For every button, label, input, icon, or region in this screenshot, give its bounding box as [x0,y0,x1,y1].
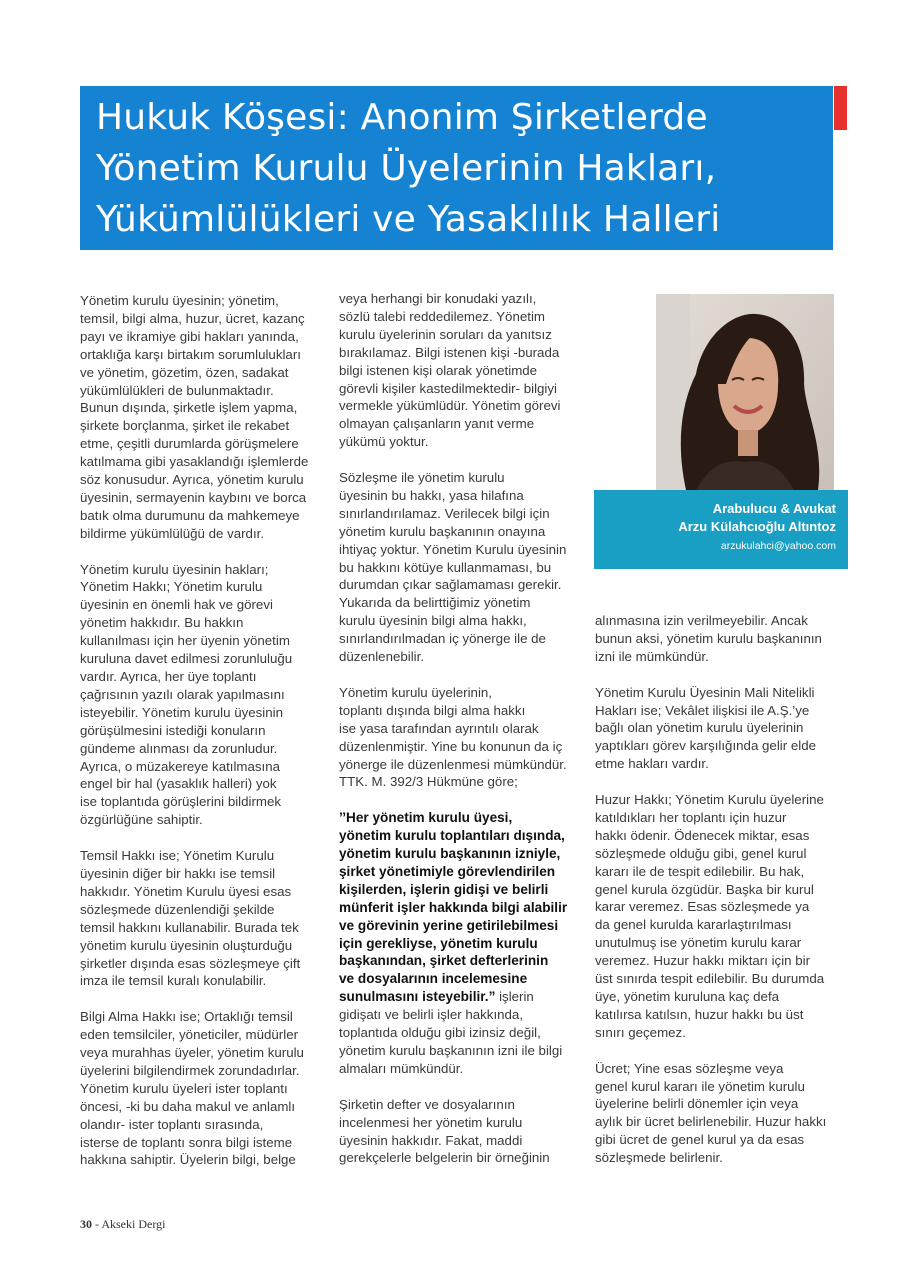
text-line: etme hakları vardır. [595,756,709,772]
text-line: Huzur Hakkı; Yönetim Kurulu üyelerine [595,792,824,808]
paragraph [80,292,308,543]
text-line: engel bir hal (yasaklık halleri) yok [80,776,277,792]
text-line: kararı ile de tespit edilebilir. Bu hak, [595,863,805,879]
text-line: payı ve ikramiye gibi hakları yanında, [80,328,299,344]
text-line: bunun aksi, yönetim kurulu başkanının [595,630,822,646]
paragraph [80,1008,308,1169]
text-line: ve görevinin yerine getirilebilmesi [339,917,559,933]
text-line: yükümü yoktur. [339,434,429,450]
paragraph [595,791,826,1042]
paragraph [595,612,826,666]
text-line: bildirme yükümlülüğü de vardır. [80,525,265,541]
text-line: üst sınırda tespit edilebilir. Bu durumda [595,971,825,987]
author-email: arzukulahci@yahoo.com [720,540,836,552]
text-line: hakkına sahiptir. Üyelerin bilgi, belge [80,1152,296,1168]
text-line: çağrısının yazılı olarak yapılmasını [80,686,285,702]
text-line: aylık bir ücret belirlenebilir. Huzur hakkı [595,1114,827,1130]
quote-last-line [339,988,567,1006]
publication-name: Akseki Dergi [101,1217,166,1231]
text-line: veremez. Huzur hakkı miktarı için bir [595,953,811,969]
quote-last: sunulmasını isteyebilir.” [339,989,496,1005]
text-column-2 [339,290,567,1167]
text-line: eden temsilciler, yöneticiler, müdürler [80,1027,299,1043]
text-line: temsil hakkını kullanabilir. Burada tek [80,919,299,935]
paragraph [339,684,567,791]
text-line: ortaklığa karşı birtakım sorumlulukları [80,346,301,362]
text-line: bırakılamaz. Bilgi istenen kişi -burada [339,344,560,360]
text-line: Yönetim kurulu üyeleri ister toplantı [80,1080,288,1096]
text-line: almaları mümkündür. [339,1060,464,1076]
text-line: unutulmuş ise yönetim kurulu karar [595,935,802,951]
page-footer [80,1217,165,1232]
text-line: etme, çeşitli durumlarda görüşmelere [80,436,299,452]
after-quote-text [339,1006,567,1078]
paragraph [80,847,308,990]
text-line: sözleşmede belirlenir. [595,1150,723,1166]
text-line: şirket yönetimiyle görevlendirilen [339,863,556,879]
text-line: düzenlenebilir. [339,649,425,665]
text-line: Temsil Hakkı ise; Yönetim Kurulu [80,848,275,864]
text-line: gidişatı ve belirli işler hakkında, [339,1007,524,1023]
law-quote-paragraph [339,809,567,1078]
text-line: yükümlülükleri de bulunmaktadır. [80,382,274,398]
text-line: Yönetim kurulu üyesinin; yönetim, [80,293,279,308]
text-line: özgürlüğüne sahiptir. [80,812,203,828]
text-line: genel kurula özgüdür. Başka bir kurul [595,881,814,897]
text-line: bağlı olan yönetim kurulu üyelerinin [595,720,804,736]
text-line: Yönetim kurulu üyelerinin, [339,684,492,700]
red-accent-bar [834,86,847,130]
text-line: üyesinin en önemli hak ve görevi [80,597,273,613]
text-line: karar veremez. Esas sözleşmede ya [595,899,810,915]
text-line: Yönetim kurulu üyesinin hakları; [80,561,269,577]
paragraph [339,1096,567,1168]
text-line: ve yönetim, gözetim, özen, sadakat [80,364,289,380]
text-line: yönetim kurulu toplantıları dışında, [339,828,565,844]
title-line: Yönetim Kurulu Üyelerinin Hakları, [96,148,717,189]
quote-continuation: işlerin [495,989,534,1005]
text-line: sözleşmede olduğu gibi, genel kurul [595,845,807,861]
text-line: toplantı dışında bilgi alma hakkı [339,702,526,718]
text-line: düzenlenmiştir. Yine bu konunun da iç [339,738,563,754]
text-line: temsil, bilgi alma, huzur, ücret, kazanç [80,310,305,326]
law-quote [339,809,567,988]
text-line: yönetim kurulu başkanının izni ile bilgi [339,1043,563,1059]
text-line: batık olma durumunu da mahkemeye [80,507,300,523]
text-line: yönerge ile düzenlenmesi mümkündür. [339,756,567,772]
text-line: TTK. M. 392/3 Hükmüne göre; [339,774,518,790]
text-line: hakkı ödenir. Ödenecek miktar, esas [595,827,810,843]
text-line: genel kurul kararı ile yönetim kurulu [595,1078,805,1094]
text-line: Sözleşme ile yönetim kurulu [339,470,505,486]
text-line: Hakları ise; Vekâlet ilişkisi ile A.Ş.’ye [595,702,810,718]
text-line: görüşülmesini istediği konuların [80,722,266,738]
text-line: başkanından, şirket defterlerinin [339,953,549,969]
text-line: kurulu üyelerinin soruları da yanıtsız [339,326,552,342]
text-line: sözleşmede düzenlendiği şekilde [80,901,275,917]
text-line: üyesinin, sermayenin kaybını ve borca [80,489,307,505]
text-line: sınırı geçemez. [595,1024,686,1040]
text-line: vermekle yükümlüdür. Yönetim görevi [339,398,561,414]
text-line: görevli kişiler kastedilmektedir- bilgiyi [339,380,557,396]
text-line: Yukarıda da belirttiğimiz yönetim [339,595,531,611]
text-line: yönetim hakkıdır. Bu hakkın [80,615,244,631]
text-line: yönetim kurulu başkanının onayına [339,523,546,539]
text-column-1 [80,292,308,1169]
author-portrait-image [656,294,834,490]
text-line: katılırsa katılsın, huzur hakkı bu üst [595,1006,804,1022]
text-line: ihtiyaç yoktur. Yönetim Kurulu üyesinin [339,541,567,557]
text-line: veya herhangi bir konudaki yazılı, [339,291,537,306]
paragraph [80,561,308,830]
text-line: Yönetim Kurulu Üyesinin Mali Nitelikli [595,684,815,700]
text-line: üyelerini bilgilendirmek zorundadırlar. [80,1062,300,1078]
paragraph [595,684,826,774]
text-line: veya murahhas üyeler, yönetim kurulu [80,1045,304,1061]
article-title-banner [80,86,833,250]
text-line: kullanılması için her üyenin yönetim [80,633,290,649]
text-line: Bilgi Alma Hakkı ise; Ortaklığı temsil [80,1009,293,1025]
text-line: izni ile mümkündür. [595,648,709,664]
text-line: isterse de toplantı sonra bilgi isteme [80,1134,293,1150]
text-line: katılmama gibi yasaklandığı işlemlerde [80,454,309,470]
text-line: şirkete borçlanma, şirket ile rekabet [80,418,290,434]
text-line: alınmasına izin verilmeyebilir. Ancak [595,613,808,628]
text-line: sözlü talebi reddedilemez. Yönetim [339,308,545,324]
text-line: Bunun dışında, şirketle işlem yapma, [80,400,298,416]
paragraph [339,290,567,451]
text-line: Şirketin defter ve dosyalarının [339,1096,515,1112]
text-line: incelenmesi her yönetim kurulu [339,1114,523,1130]
text-line: da genel kurulda kararlaştırılması [595,917,792,933]
text-line: söz konusudur. Ayrıca, yönetim kurulu [80,472,304,488]
author-role: Arabulucu & Avukat [712,501,836,516]
text-line: üyesinin diğer bir hakkı ise temsil [80,865,276,881]
text-line: durumdan çıkar sağlamaması gerekir. [339,577,562,593]
text-line: ve dosyalarının incelemesine [339,971,528,987]
text-line: kişilerden, işlerin gidişi ve belirli [339,881,549,897]
text-line: üyelerine belirli dönemler için veya [595,1096,799,1112]
text-line: kuruluna davet edilmesi zorunluluğu [80,651,293,667]
text-line: münferit işler hakkında bilgi alabilir [339,899,568,915]
text-line: katıldıkları her toplantı için huzur [595,809,787,825]
author-photo [656,294,834,490]
text-line: bilgi istenen kişi olarak yönetimde [339,362,538,378]
text-line: yönetim kurulu üyesinin oluşturduğu [80,937,293,953]
text-line: vardır. Ayrıca, her üye toplantı [80,669,257,685]
paragraph [595,1060,826,1167]
text-line: sınırlandırılmadan iç yönerge ile de [339,631,546,647]
text-line: gündeme alınması da zorunludur. [80,740,278,756]
text-line: yönetim kurulu başkanının izniyle, [339,846,561,862]
title-line: Hukuk Köşesi: Anonim Şirketlerde [96,97,708,138]
text-line: üyesinin hakkıdır. Fakat, maddi [339,1132,523,1148]
text-line: ise yasa tarafından ayrıntılı olarak [339,720,539,736]
text-line: hakkıdır. Yönetim Kurulu üyesi esas [80,883,292,899]
footer-separator: - [92,1217,102,1231]
text-line: kurulu üyesinin bilgi alma hakkı, [339,613,527,629]
text-line: ise toplantıda görüşlerini bildirmek [80,794,282,810]
text-line: Ayrıca, o müzakereye katılmasına [80,758,281,774]
text-line: sınırlandırılamaz. Verilecek bilgi için [339,505,550,521]
text-line: üye, yönetim kuruluna kaç defa [595,989,780,1004]
author-name: Arzu Külahcıoğlu Altıntoz [678,519,836,534]
text-line: öncesi, -ki bu daha makul ve anlamlı [80,1098,296,1114]
text-line: Ücret; Yine esas sözleşme veya [595,1060,784,1076]
page-number: 30 [80,1217,92,1231]
text-line: yaptıkları görev karşılığında gelir elde [595,738,816,754]
text-line: olmayan çalışanların yanıt verme [339,416,535,432]
title-line: Yükümlülükleri ve Yasaklılık Halleri [96,199,721,240]
text-line: toplantıda olduğu gibi izinsiz değil, [339,1025,541,1041]
text-line: isteyebilir. Yönetim kurulu üyesinin [80,704,284,720]
paragraph [339,469,567,666]
text-line: gerekçelerle belgelerin bir örneğinin [339,1150,550,1166]
text-line: için gerekliyse, yönetim kurulu [339,935,538,951]
text-line: gibi ücret de genel kurul ya da esas [595,1132,805,1148]
text-line: Yönetim Hakkı; Yönetim kurulu [80,579,263,595]
text-column-3 [595,612,826,1167]
author-card [594,490,848,569]
text-line: şirketler dışında esas sözleşmeye çift [80,955,301,971]
text-line: olandır- ister toplantı sırasında, [80,1116,264,1132]
text-line: ’’Her yönetim kurulu üyesi, [339,810,513,826]
text-line: imza ile temsil kuralı konulabilir. [80,973,267,989]
text-line: bu hakkını kötüye kullanmaması, bu [339,559,552,575]
text-line: üyesinin bu hakkı, yasa hilafına [339,487,524,503]
